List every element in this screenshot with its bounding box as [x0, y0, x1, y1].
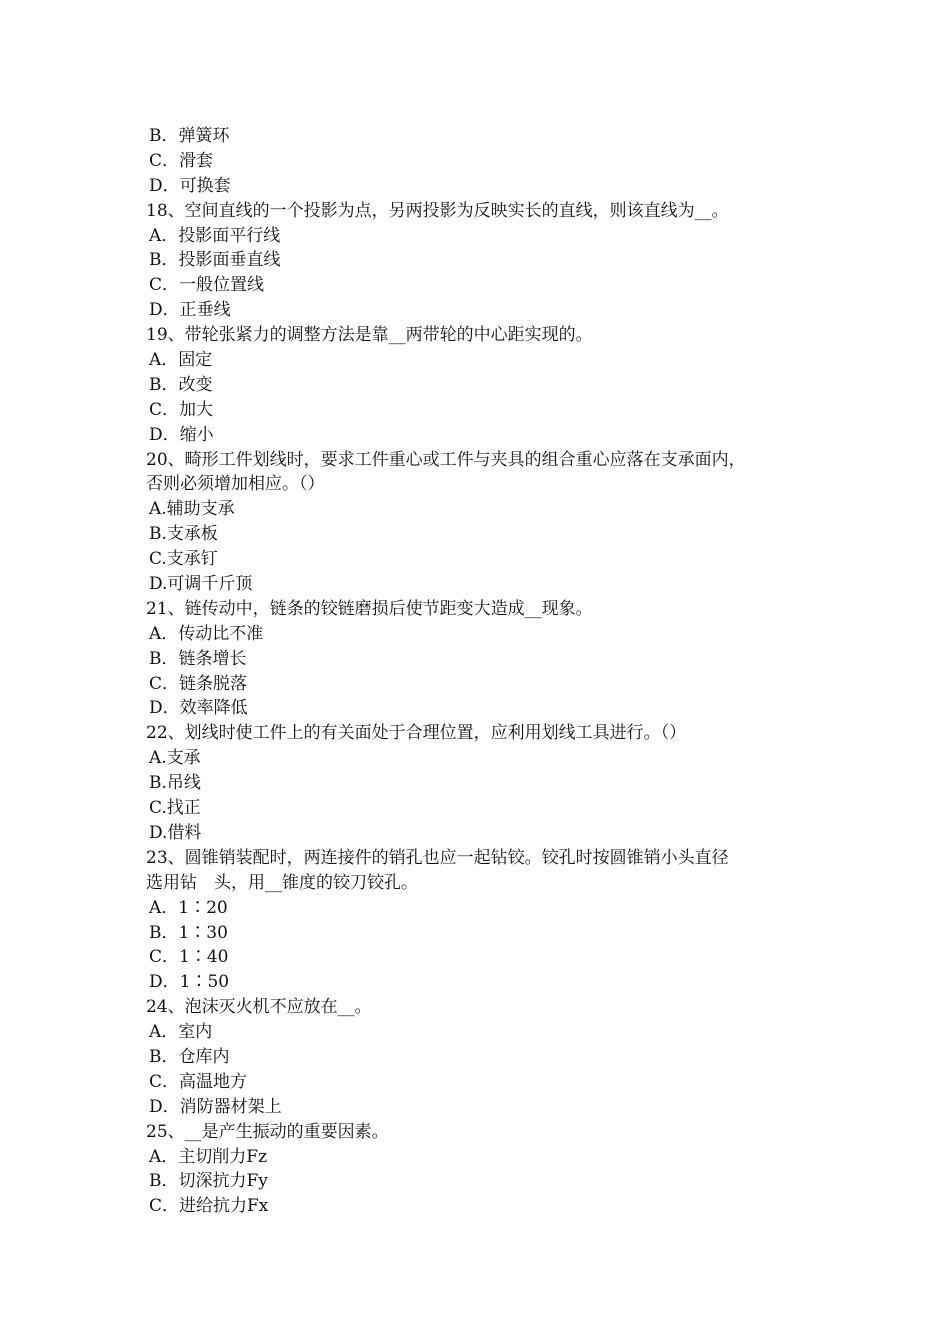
question-text-line: 22、划线时使工件上的有关面处于合理位置，应利用划线工具进行。（）	[146, 723, 687, 744]
answer-option-line: C.找正	[149, 798, 201, 819]
answer-option-line: B．切深抗力Fy	[149, 1171, 268, 1192]
answer-option-line: D．可换套	[149, 175, 231, 196]
answer-option-line: C.支承钉	[149, 549, 218, 570]
answer-option-line: C．滑套	[149, 150, 214, 171]
question-text-line: 18、空间直线的一个投影为点，另两投影为反映实长的直线，则该直线为__。	[146, 200, 729, 221]
answer-option-line: D．效率降低	[149, 698, 248, 719]
answer-option-line: C．一般位置线	[149, 275, 265, 296]
answer-option-line: B．1∶30	[149, 922, 228, 943]
answer-option-line: C．加大	[149, 399, 214, 420]
answer-option-line: D．1∶50	[149, 972, 230, 993]
answer-option-line: D．消防器材架上	[149, 1096, 282, 1117]
answer-option-line: B．弹簧环	[149, 126, 230, 146]
question-text-line: 选用钻 头，用__锥度的铰刀铰孔。	[146, 872, 418, 893]
answer-option-line: C．链条脱落	[149, 673, 248, 694]
answer-option-line: B.吊线	[149, 773, 201, 794]
answer-option-line: A.支承	[149, 748, 201, 769]
answer-option-line: A．1∶20	[149, 897, 228, 918]
answer-option-line: A．主切削力Fz	[149, 1146, 268, 1167]
question-text-line: 24、泡沫灭火机不应放在__。	[146, 997, 372, 1018]
answer-option-line: B．链条增长	[149, 648, 247, 669]
question-text-line: 25、__是产生振动的重要因素。	[146, 1121, 389, 1142]
answer-option-line: A.辅助支承	[149, 499, 235, 520]
answer-option-line: A．传动比不准	[149, 623, 264, 644]
answer-option-line: D．正垂线	[149, 300, 231, 321]
document-page	[146, 124, 826, 1219]
question-text-line: 23、圆锥销装配时，两连接件的销孔也应一起钻铰。铰孔时按圆锥销小头直径	[146, 847, 729, 868]
answer-option-line: A．室内	[149, 1022, 213, 1043]
answer-option-line: C．进给抗力Fx	[149, 1196, 269, 1217]
answer-option-line: C．高温地方	[149, 1071, 248, 1092]
question-text-line: 20、畸形工件划线时，要求工件重心或工件与夹具的组合重心应落在支承面内，	[146, 449, 746, 470]
answer-option-line: A．投影面平行线	[149, 225, 281, 246]
answer-option-line: D．缩小	[149, 424, 214, 445]
question-text-line: 否则必须增加相应。（）	[146, 474, 325, 495]
answer-option-line: A．固定	[149, 350, 213, 371]
answer-option-line: B．改变	[149, 374, 213, 395]
question-text-line: 21、链传动中，链条的铰链磨损后使节距变大造成__现象。	[146, 598, 593, 619]
answer-option-line: D.可调千斤顶	[149, 574, 253, 595]
answer-option-line: D.借料	[149, 822, 202, 843]
answer-option-line: C．1∶40	[149, 947, 229, 968]
question-text-line: 19、带轮张紧力的调整方法是靠__两带轮的中心距实现的。	[146, 325, 593, 346]
answer-option-line: B．仓库内	[149, 1046, 230, 1067]
answer-option-line: B.支承板	[149, 524, 218, 545]
answer-option-line: B．投影面垂直线	[149, 250, 281, 271]
